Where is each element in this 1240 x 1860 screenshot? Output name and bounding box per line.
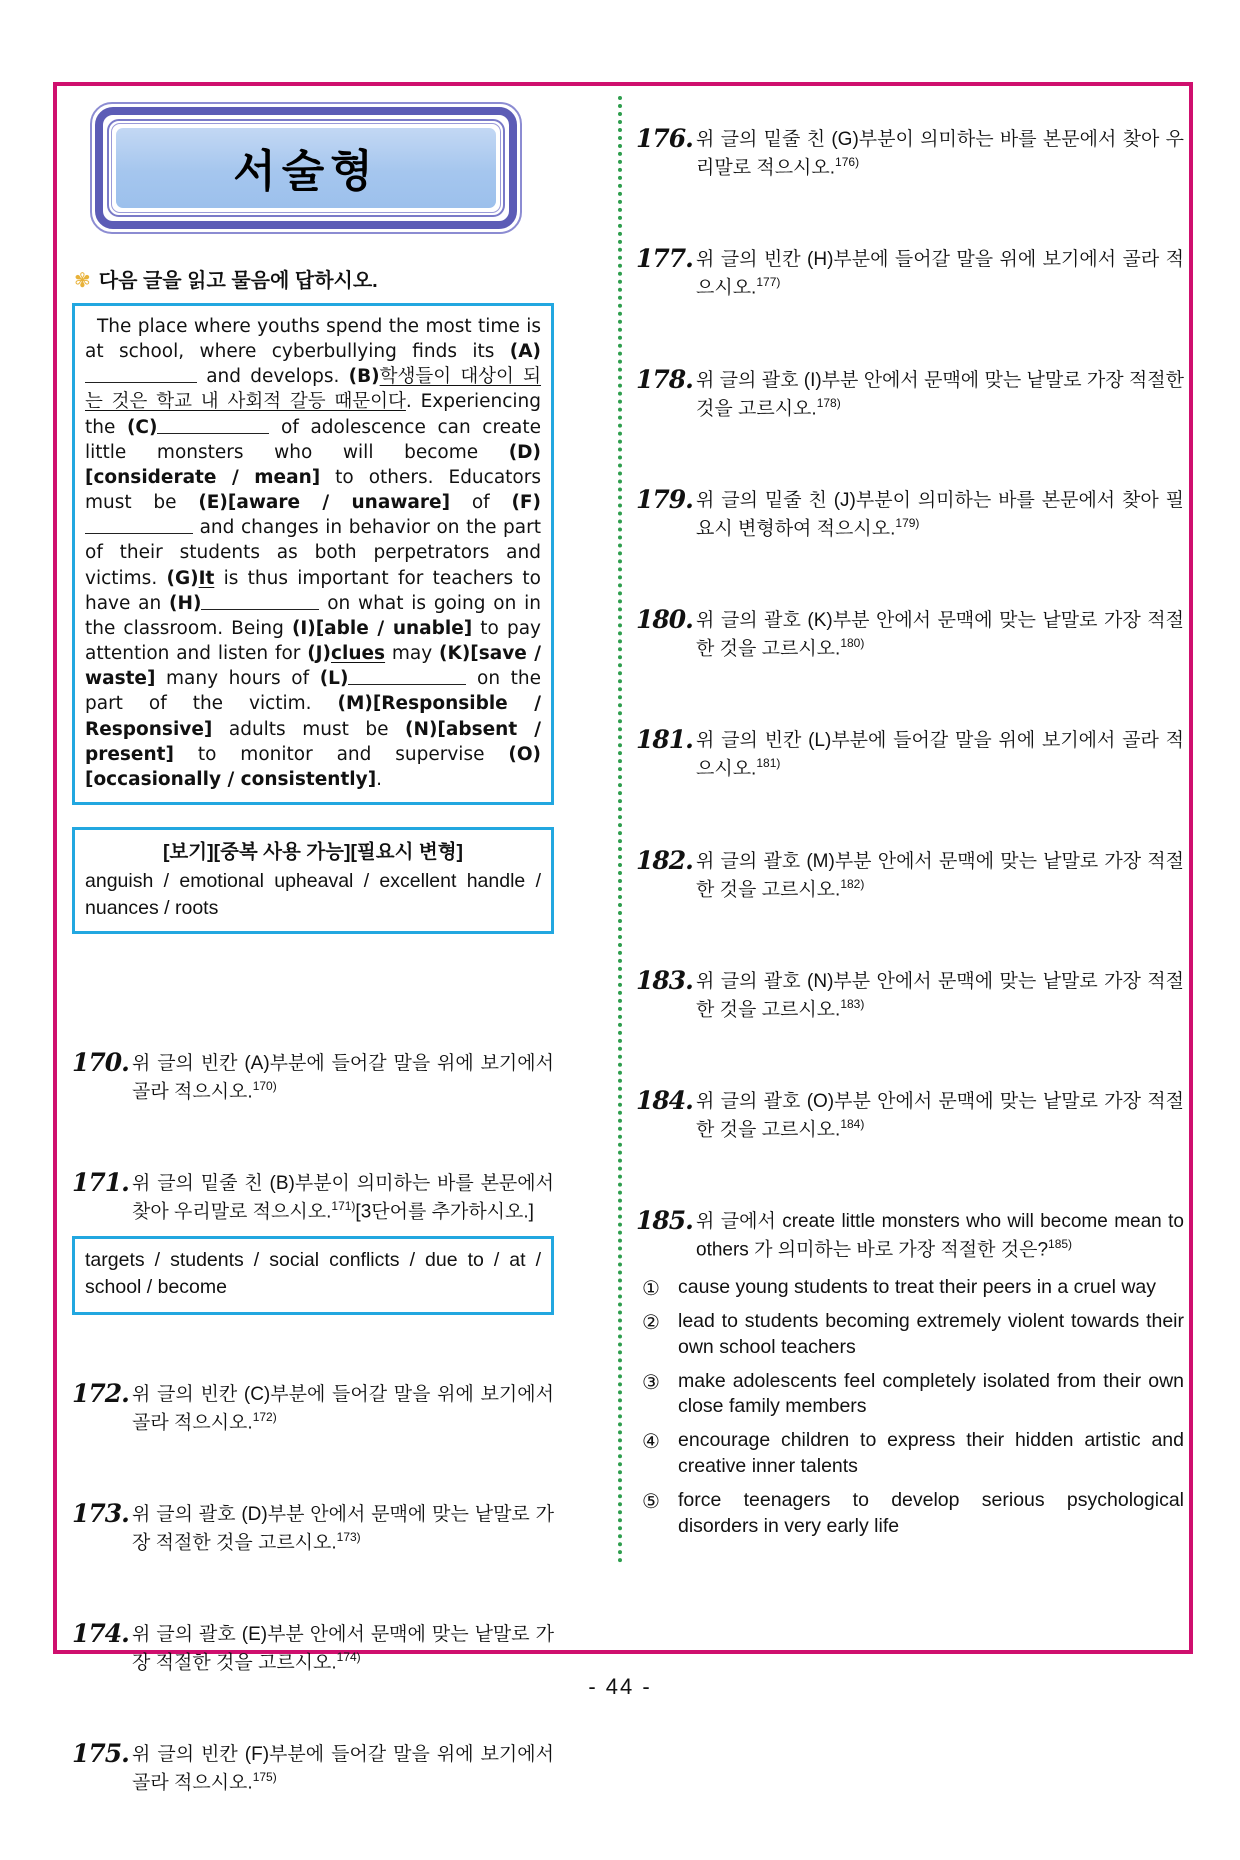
instruction-text: 다음 글을 읽고 물음에 답하시오. [98,270,378,292]
choice-text: lead to students becoming extremely violent towards their own school teachers [678,1309,1184,1358]
question-body: 위 글의 괄호 (M)부분 안에서 문맥에 맞는 낱말로 가장 적절한 것을 고르시오. [696,850,1184,900]
circled-number-icon: ③ [642,1371,660,1394]
title-border-inner2 [111,123,501,213]
title-border-inner1 [107,119,505,217]
question-185 [636,1206,1184,1264]
question-181 [636,725,1184,783]
question-body: 위 글의 빈칸 (A)부분에 들어갈 말을 위에 보기에서 골라 적으시오. [132,1052,554,1102]
question-text [696,1206,1184,1264]
question-text [132,1499,554,1557]
choice-text: encourage children to express their hidden artistic and creative inner talents [678,1429,1184,1478]
question-177 [636,244,1184,302]
choice-text: make adolescents feel completely isolated from their own close family members [678,1369,1184,1418]
quoted-english-phrase: create little monsters who will become mean to others [696,1211,1184,1261]
right-column [636,96,1184,1548]
footnote-ref: 183) [840,996,865,1011]
question-178 [636,365,1184,423]
flower-icon: ✾ [74,270,91,292]
instruction-line [74,264,554,293]
question-number: 184. [636,1086,693,1116]
question-174 [72,1619,554,1677]
footnote-ref: 179) [895,515,920,530]
footnote-ref: 177) [756,275,781,290]
question-text [696,485,1184,543]
left-column [72,96,554,1860]
choice-5 [642,1488,1184,1540]
question-body: 위 글의 괄호 (D)부분 안에서 문맥에 맞는 낱말로 가장 적절한 것을 고르시오. [132,1503,554,1554]
question-172 [72,1379,554,1437]
footnote-ref: 170) [252,1078,277,1093]
question-text [696,725,1184,783]
question-body: 위 글의 밑줄 친 (G)부분이 의미하는 바를 본문에서 찾아 우리말로 적으시오. [696,129,1184,179]
question-183 [636,966,1184,1024]
choice-text: force teenagers to develop serious psychological disorders in very early life [678,1489,1184,1538]
column-divider [618,96,622,1564]
circled-number-icon: ⑤ [642,1491,660,1514]
footnote-ref: 185) [1048,1237,1073,1252]
footnote-ref: 181) [756,756,781,771]
footnote-ref: 176) [835,154,860,169]
question-body: 위 글의 밑줄 친 (J)부분이 의미하는 바를 본문에서 찾아 필요시 변형하여 적으시오. [696,489,1184,540]
question-body: 위 글의 괄호 (O)부분 안에서 문맥에 맞는 낱말로 가장 적절한 것을 고르시오. [696,1091,1184,1141]
question-text [696,846,1184,904]
section-title-box [90,102,522,234]
footnote-ref: 171) [331,1198,356,1213]
choice-1 [642,1275,1184,1301]
page-number: - 44 - [588,1674,652,1699]
question-text [696,1086,1184,1144]
circled-number-icon: ② [642,1311,660,1334]
question-text [132,1048,554,1106]
page-title: 서술형 [233,147,379,196]
question-suffix: [3단어를 추가하시오.] [355,1201,534,1223]
title-border-thick [95,107,517,229]
question-170 [72,1048,554,1106]
question-body: 위 글의 빈칸 (C)부분에 들어갈 말을 위에 보기에서 골라 적으시오. [132,1383,554,1433]
footnote-ref: 184) [840,1117,865,1132]
question-number: 174. [72,1619,129,1649]
question-body-ko: 가 의미하는 바로 가장 적절한 것은? [748,1239,1049,1261]
word-bank-items: anguish / emotional upheaval / excellent handle / nuances / roots [85,869,541,920]
question-text [132,1619,554,1677]
question-number: 173. [72,1498,129,1528]
question-180 [636,605,1184,663]
question-body: 위 글의 빈칸 (F)부분에 들어갈 말을 위에 보기에서 골라 적으시오. [132,1744,554,1794]
choice-list-185 [642,1275,1184,1540]
footnote-ref: 180) [840,636,865,651]
question-number: 172. [72,1378,129,1408]
question-number: 180. [636,605,693,635]
question-body: 위 글의 괄호 (I)부분 안에서 문맥에 맞는 낱말로 가장 적절한 것을 고르시오. [696,369,1184,419]
footnote-ref: 173) [336,1529,361,1544]
reading-passage-box: The place where youths spend the most time is at school, where cyberbullying finds its (A) and develops. (B)학생들이 대상이 되는 것은 학교 내 사회적 갈등 때문이다. Experiencing the (C) of adolescence can create little monsters who will become (D)[considerate / mean] to others. Educators must be (E)[aware / unaware] of (F) and changes in behavior on the part of their students as both perpetrators and victims. (G)It is thus important for teachers to have an (H) on what is going on in the classroom. Being (I)[able / unable] to pay attention and listen for (J)clues may (K)[save / waste] many hours of (L) on the part of the victim. (M)[Responsible / Responsive] adults must be (N)[absent / present] to monitor and supervise (O)[occasionally / consistently]. [72,303,554,805]
circled-number-icon: ④ [642,1431,660,1454]
question-body: 위 글의 빈칸 (H)부분에 들어갈 말을 위에 보기에서 골라 적으시오. [696,249,1184,299]
question-text [132,1739,554,1797]
footnote-ref: 174) [336,1650,361,1665]
question-text [132,1379,554,1437]
title-core [116,128,496,208]
question-number: 175. [72,1739,129,1769]
choice-text: cause young students to treat their peers in a cruel way [678,1275,1157,1298]
question-number: 185. [636,1206,693,1236]
question-text [696,124,1184,182]
question-number: 178. [636,364,693,394]
footnote-ref: 178) [816,395,841,410]
question-175 [72,1739,554,1797]
word-bank-box [72,827,554,934]
question-number: 170. [72,1047,129,1077]
question-body: 위 글의 괄호 (E)부분 안에서 문맥에 맞는 낱말로 가장 적절한 것을 고르시오. [132,1624,554,1674]
choice-2 [642,1309,1184,1361]
question-text [696,966,1184,1024]
question-text [132,1168,554,1226]
question-171 [72,1168,554,1226]
choice-3 [642,1369,1184,1421]
question-173 [72,1499,554,1557]
question-body: 위 글의 괄호 (K)부분 안에서 문맥에 맞는 낱말로 가장 적절한 것을 고르시오. [696,610,1184,660]
question-text [696,244,1184,302]
question-number: 176. [636,124,693,153]
question-body: 위 글의 밑줄 친 (B)부분이 의미하는 바를 본문에서 찾아 우리말로 적으시오. [132,1172,554,1223]
question-number: 177. [636,244,693,274]
title-border-outer [90,102,522,234]
footnote-ref: 175) [252,1770,277,1785]
question-body: 위 글의 빈칸 (L)부분에 들어갈 말을 위에 보기에서 골라 적으시오. [696,730,1184,780]
word-bank-header: [보기][중복 사용 가능][필요시 변형] [162,840,464,863]
footnote-ref: 172) [252,1409,277,1424]
footnote-ref: 182) [840,876,865,891]
circled-number-icon: ① [642,1277,660,1300]
question-184 [636,1086,1184,1144]
choice-4 [642,1428,1184,1480]
question-number: 182. [636,845,693,875]
question-176 [636,124,1184,182]
question-text [696,605,1184,663]
question-number: 181. [636,725,693,755]
question-body-ko: 위 글에서 [696,1211,783,1233]
question-body: 위 글의 괄호 (N)부분 안에서 문맥에 맞는 낱말로 가장 적절한 것을 고르시오. [696,970,1184,1021]
answer-word-box-171: targets / students / social conflicts / due to / at / school / become [72,1236,554,1315]
question-number: 183. [636,965,693,995]
question-179 [636,485,1184,543]
question-number: 179. [636,484,693,514]
question-text [696,365,1184,423]
question-182 [636,846,1184,904]
question-number: 171. [72,1167,129,1197]
